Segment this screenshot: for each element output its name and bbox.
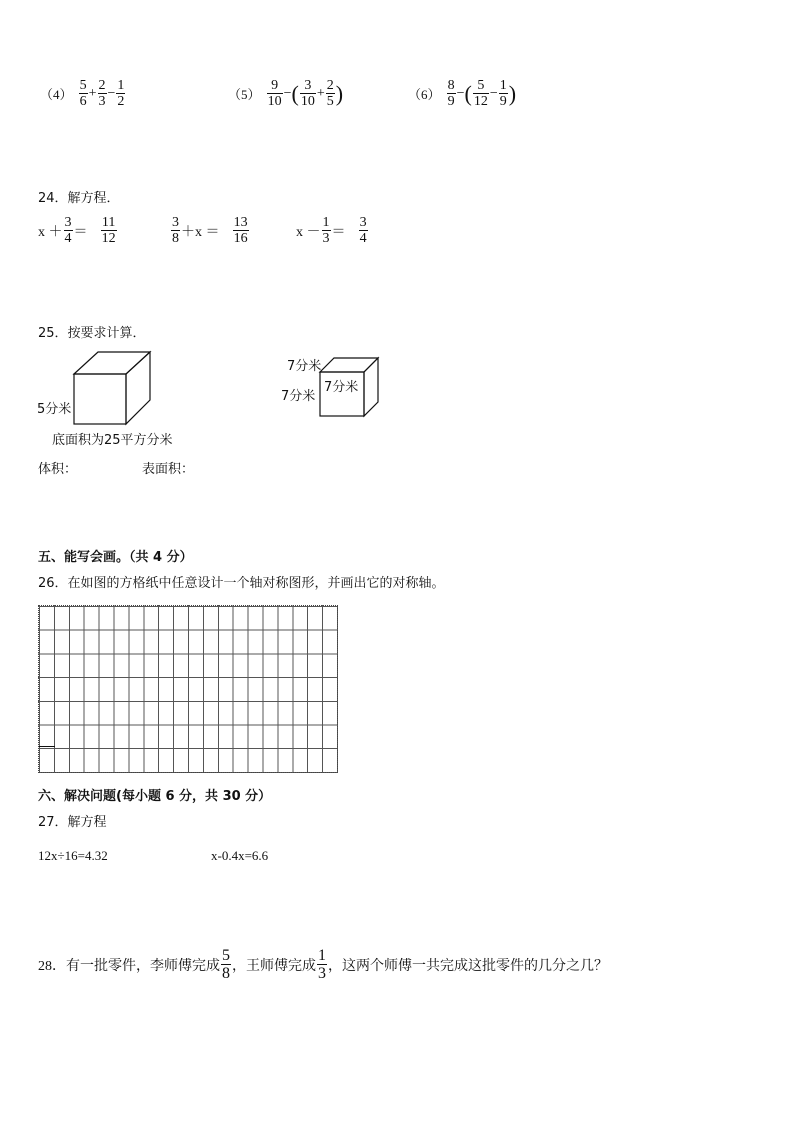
equation-24-1: x ＋ $\frac{3}{4}$ ＝ $\frac{11}{12}$ [38, 215, 116, 246]
cuboid-base-label: 底面积为25平方分米 [52, 433, 173, 448]
question-26-title: 26．在如图的方格纸中任意设计一个轴对称图形，并画出它的对称轴。 [38, 576, 445, 591]
section-6-title: 六、解决问题(每小题 6 分，共 30 分） [38, 789, 272, 804]
volume-label: 体积： [38, 462, 78, 477]
fraction: $\frac{5}{8}$ [222, 947, 230, 982]
calc-item-6: （6） $\frac{8}{9}$ −( $\frac{5}{12}$ − $\frac{1}{9}$ ) [408, 78, 517, 109]
fraction: $\frac{11}{12}$ [101, 215, 116, 246]
grid-mark [39, 746, 55, 747]
surface-area-label: 表面积： [142, 462, 195, 477]
question-27-title: 27．解方程 [38, 815, 107, 830]
calc-label: （4） [40, 87, 73, 102]
question-28: 28．有一批零件，李师傅完成 $\frac{5}{8}$ ，王师傅完成 $\frac{1}{3}$ ，这两个师傅一共完成这批零件的几分之几？ [38, 947, 608, 982]
cube-front-label: 7分米 [324, 380, 359, 395]
equation-24-2: $\frac{3}{8}$ ＋x ＝ $\frac{13}{16}$ [172, 215, 248, 246]
fraction: $\frac{3}{4}$ [64, 215, 72, 246]
equation-27-1: 12x÷16=4.32 [38, 848, 108, 863]
fraction: $\frac{1}{3}$ [318, 947, 326, 982]
equation-27-2: x-0.4x=6.6 [211, 848, 269, 863]
fraction: $\frac{8}{9}$ [447, 78, 455, 109]
fraction: $\frac{1}{3}$ [322, 215, 330, 246]
cube-top-label: 7分米 [287, 359, 322, 374]
calc-label: （6） [408, 87, 441, 102]
cuboid-height-label: 5分米 [37, 402, 72, 417]
fraction: $\frac{1}{2}$ [117, 78, 125, 109]
grid-paper[interactable] [38, 605, 338, 773]
calc-item-5: （5） $\frac{9}{10}$ −( $\frac{3}{10}$ + $\frac{2}{5}$ ) [228, 78, 344, 109]
fraction: $\frac{5}{12}$ [473, 78, 488, 109]
fraction: $\frac{2}{5}$ [326, 78, 334, 109]
cuboid-figure [72, 350, 154, 428]
cube-left-label: 7分米 [281, 389, 316, 404]
fraction: $\frac{3}{4}$ [359, 215, 367, 246]
section-5-title: 五、能写会画。（共 4 分） [38, 550, 193, 565]
question-25-title: 25．按要求计算． [38, 326, 146, 341]
calc-item-4: （4） $\frac{5}{6}$ + $\frac{2}{3}$ − $\frac{1}{2}$ [40, 78, 125, 109]
fraction: $\frac{1}{9}$ [499, 78, 507, 109]
equation-24-3: x － $\frac{1}{3}$ ＝ $\frac{3}{4}$ [296, 215, 367, 246]
fraction: $\frac{2}{3}$ [98, 78, 106, 109]
calc-label: （5） [228, 87, 261, 102]
fraction: $\frac{13}{16}$ [233, 215, 248, 246]
fraction: $\frac{5}{6}$ [79, 78, 87, 109]
fraction: $\frac{3}{8}$ [172, 215, 179, 246]
fraction: $\frac{3}{10}$ [300, 78, 315, 109]
fraction: $\frac{9}{10}$ [267, 78, 282, 109]
question-24-title: 24．解方程． [38, 191, 120, 206]
